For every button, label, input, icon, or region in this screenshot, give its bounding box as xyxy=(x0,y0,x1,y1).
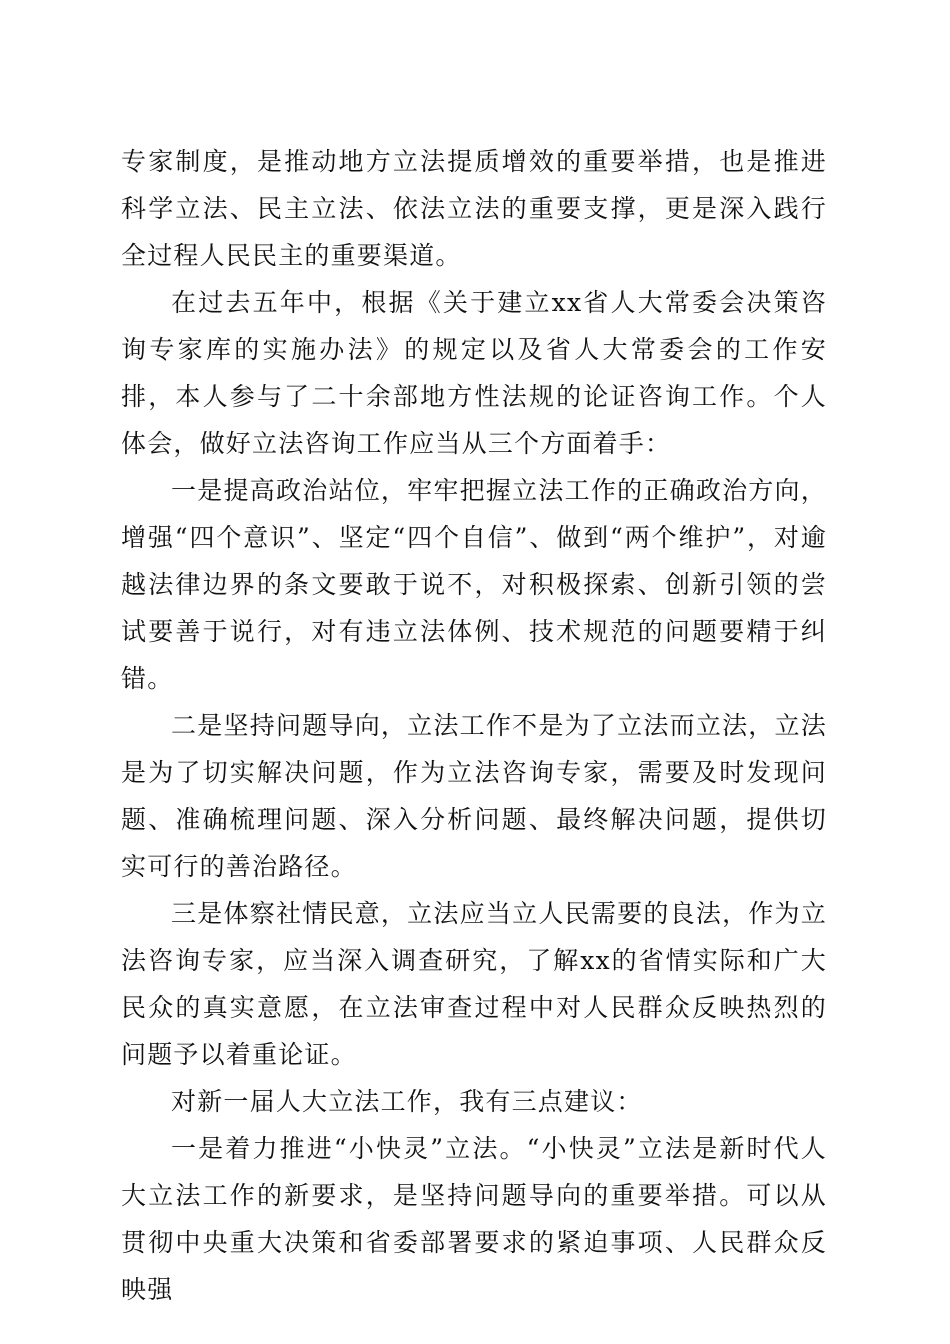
paragraph-suggestion-one: 一是着力推进“小快灵”立法。“小快灵”立法是新时代人大立法工作的新要求，是坚持问题导向的重要举措。可以从贯彻中央重大决策和省委部署要求的紧迫事项、人民群众反映强 xyxy=(121,1134,827,1304)
document-body xyxy=(121,138,827,1313)
paragraph-continuation: 专家制度，是推动地方立法提质增效的重要举措，也是推进科学立法、民主立法、依法立法的重要支撑，更是深入践行全过程人民民主的重要渠道。 xyxy=(121,147,827,270)
paragraph-point-one: 一是提高政治站位，牢牢把握立法工作的正确政治方向，增强“四个意识”、坚定“四个自信”、做到“两个维护”，对逾越法律边界的条文要敢于说不，对积极探索、创新引领的尝试要善于说行，对有违立法体例、技术规范的问题要精于纠错。 xyxy=(121,476,827,693)
paragraph-point-two: 二是坚持问题导向，立法工作不是为了立法而立法，立法是为了切实解决问题，作为立法咨询专家，需要及时发现问题、准确梳理问题、深入分析问题、最终解决问题，提供切实可行的善治路径。 xyxy=(121,711,827,881)
paragraph-experience: 在过去五年中，根据《关于建立xx省人大常委会决策咨询专家库的实施办法》的规定以及省人大常委会的工作安排，本人参与了二十余部地方性法规的论证咨询工作。个人体会，做好立法咨询工作应当从三个方面着手： xyxy=(121,288,827,458)
paragraph-suggestions-intro: 对新一届人大立法工作，我有三点建议： xyxy=(171,1087,643,1116)
paragraph-point-three: 三是体察社情民意，立法应当立人民需要的良法，作为立法咨询专家，应当深入调查研究，了解xx的省情实际和广大民众的真实意愿，在立法审查过程中对人民群众反映热烈的问题予以着重论证。 xyxy=(121,899,827,1069)
